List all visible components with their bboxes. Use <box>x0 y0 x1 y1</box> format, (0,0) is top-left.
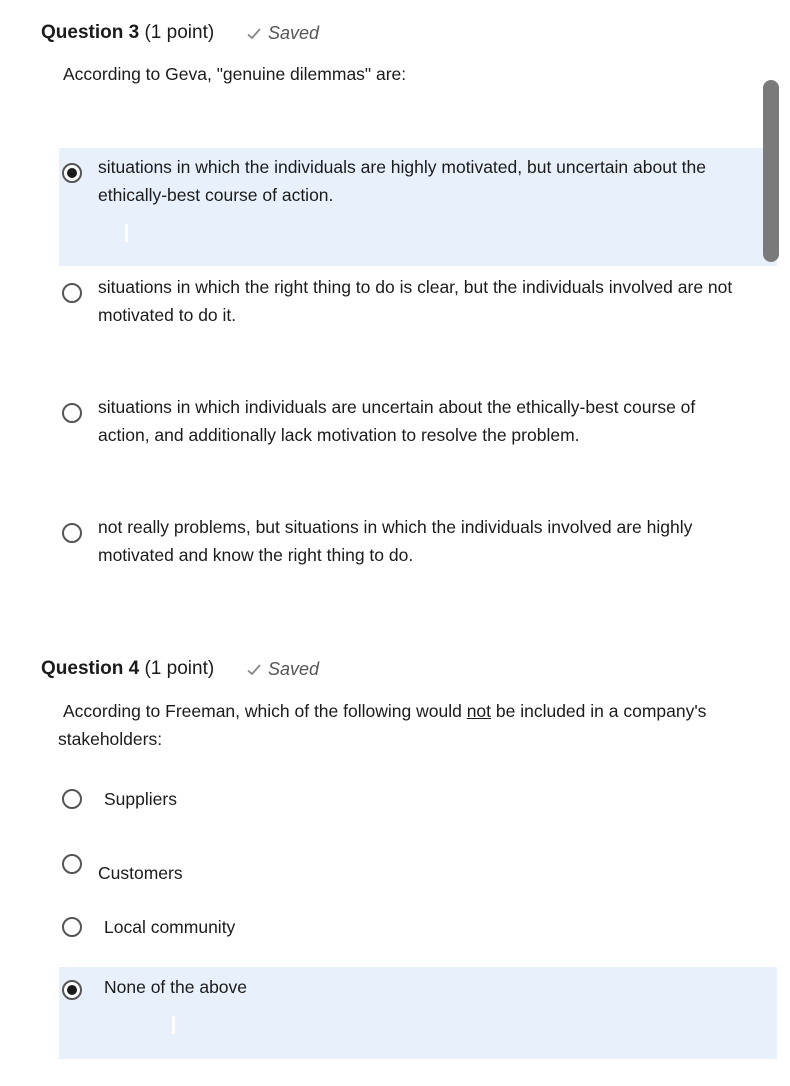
question-3-number: Question 3 <box>41 22 140 43</box>
question-3-option-2[interactable] <box>62 277 772 330</box>
option-label: situations in which individuals are uncertain about the ethically-best course of action, and additionally lack motivation to resolve the problem. <box>98 397 696 445</box>
question-3-option-1[interactable] <box>62 157 762 210</box>
saved-label: Saved <box>268 659 320 679</box>
question-4-option-4[interactable] <box>62 977 462 1010</box>
radio-button-selected[interactable] <box>62 163 82 183</box>
text-cursor <box>125 224 128 242</box>
radio-button[interactable] <box>62 917 82 937</box>
radio-button[interactable] <box>62 854 82 874</box>
option-label: Suppliers <box>104 789 177 809</box>
check-icon <box>246 662 262 678</box>
question-4-text <box>58 697 758 753</box>
radio-button[interactable] <box>62 283 82 303</box>
radio-button[interactable] <box>62 523 82 543</box>
question-3-points: (1 point) <box>144 22 215 43</box>
radio-button[interactable] <box>62 403 82 423</box>
check-icon <box>246 26 262 42</box>
option-label: None of the above <box>104 977 248 997</box>
question-3-title <box>41 22 214 44</box>
question-4-option-1[interactable] <box>62 789 462 819</box>
scrollbar-thumb[interactable] <box>763 80 779 262</box>
option-label: Local community <box>104 917 236 937</box>
question-4-title <box>41 658 214 680</box>
question-4-number: Question 4 <box>41 658 140 679</box>
question-3-saved-status <box>246 23 319 44</box>
question-3-option-4[interactable] <box>62 517 762 570</box>
question-text-part: be included in a company's stakeholders: <box>58 701 707 749</box>
question-3-text: According to Geva, "genuine dilemmas" are: <box>63 64 407 84</box>
option-label: Customers <box>98 863 183 883</box>
question-4-points: (1 point) <box>144 658 215 679</box>
option-label: not really problems, but situations in which the individuals involved are highly motivated and know the right thing to do. <box>98 517 693 565</box>
question-text-part: According to Freeman, which of the following would <box>63 701 467 721</box>
question-3-option-3[interactable] <box>62 397 762 450</box>
question-4-option-3[interactable] <box>62 917 462 947</box>
radio-button-selected[interactable] <box>62 980 82 1000</box>
option-label: situations in which the individuals are highly motivated, but uncertain about the ethically-best course of action. <box>98 157 707 205</box>
question-4-option-2[interactable] <box>62 854 462 884</box>
text-cursor <box>172 1016 175 1034</box>
radio-button[interactable] <box>62 789 82 809</box>
emphasized-word: not <box>466 701 492 721</box>
option-label: situations in which the right thing to do is clear, but the individuals involved are not motivated to do it. <box>98 277 733 325</box>
saved-label: Saved <box>268 23 320 43</box>
question-4-saved-status <box>246 659 319 680</box>
